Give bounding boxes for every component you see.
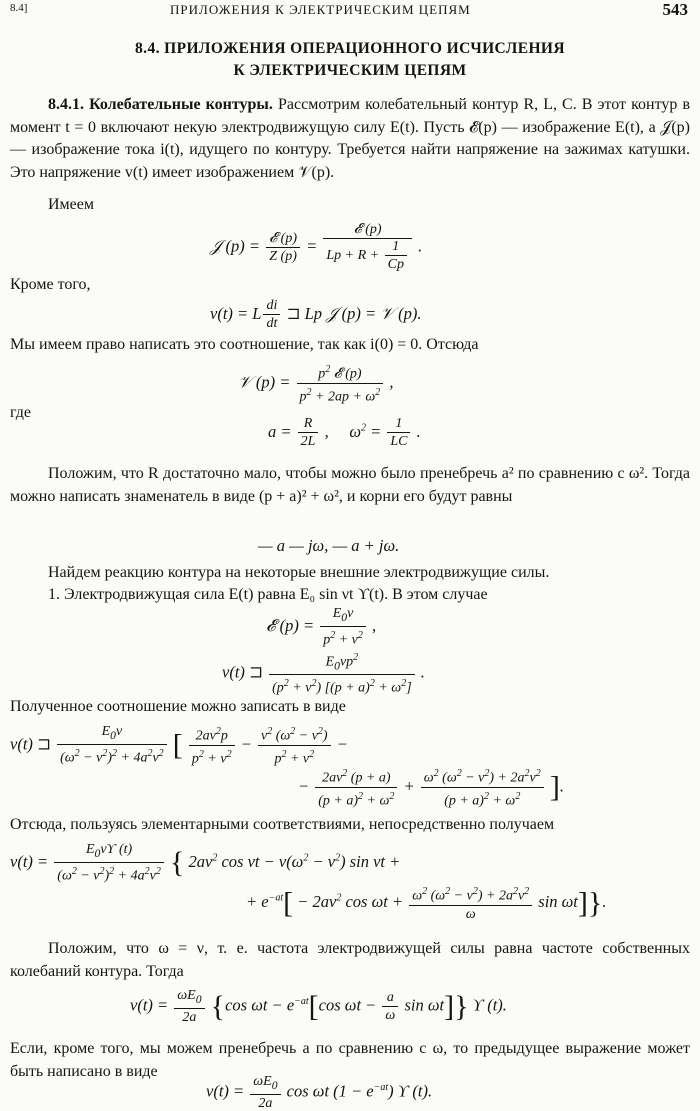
page xyxy=(10,0,690,1111)
equation-final: v(t) = $\frac{\omega E_0}{2a}$ cos ωt $(1 - e^{-at})$ ϒ (t). xyxy=(206,1074,433,1111)
subsection-heading: 8.4.1. Колебательные контуры. xyxy=(48,96,273,113)
equation-resonance: v(t) = $\frac{\omega E_0}{2a}$ {cos $\omega t - e^{-at}[\cos$ ωt − $\frac{a}{\omega}$ sin ωt]} ϒ (t). xyxy=(130,988,507,1025)
paragraph-intro xyxy=(10,94,690,184)
equation-partial-fractions-2: − $\frac{2a\nu^2 (p + a)}{(p + a)^2 + \omega^2}$ + $\frac{\omega^2 (\omega^2 - \nu^2) + 2a^2\nu^2}{(p + a)^2 + \omega^2}$ ]. xyxy=(298,768,564,809)
equation-voltage: v(t) = L $\frac{di}{dt}$ ⊐ Lp 𝒥 (p) = 𝒱 (p). xyxy=(210,298,422,331)
paragraph-resonance: Положим, что ω = ν, т. е. частота электродвижущей силы равна частоте собственных колебаний контура. Тогда xyxy=(10,940,690,980)
paragraph-case1: 1. Электродвижущая сила E(t) равна E₀ sin νt ϒ(t). В этом случае xyxy=(48,586,488,603)
text-krome-togo: Кроме того, xyxy=(10,276,91,293)
equation-v-case1: v(t) ⊐ $\frac{E_0\nu p^2}{(p^2 + \nu^2) [(p + a)^2 + \omega^2]}$ . xyxy=(222,652,425,697)
paragraph-intro-text: Рассмотрим колебательный контур R, L, C. В этот контур в момент t = 0 включают некую электродвижущую силу E(t). Пусть 𝓔(p) — изображение E(t), а 𝒥(p) — изображение тока i(t), идущего по контуру. Требуется найти напряжение на зажимах катушки. Это напряжение v(t) имеет изображением 𝒱(p). xyxy=(10,96,691,181)
equation-current: 𝒥 (p) = $\frac{\text{𝓔 (p)}}{Z (p)}$ = 𝓔 (p) Lp + R + $\frac{1}{Cp}$ . xyxy=(210,222,423,272)
equation-v-time-1: v(t) = $\frac{E_0\nu ϒ (t)}{(\omega^2 - \nu^2)^2 + 4a^2\nu^2}$ { $2a\nu^2$ $\cos \nu t - \nu(\omega^2 - \nu^2)$ sin νt + xyxy=(10,842,401,884)
text-otsyuda: Отсюда, пользуясь элементарными соответствиями, непосредственно получаем xyxy=(10,816,555,833)
section-title-line2: К ЭЛЕКТРИЧЕСКИМ ЦЕПЯМ xyxy=(233,62,467,79)
equation-roots: — a — jω, — a + jω. xyxy=(258,536,400,555)
equation-a-omega: a = $\frac{R}{2L}$ , $\omega^2$ = $\frac{1}{LC}$ . xyxy=(268,416,421,449)
equation-E-image: 𝓔 (p) = $\frac{E_0\nu}{p^2 + \nu^2}$ , xyxy=(266,606,377,648)
equation-partial-fractions-1: v(t) ⊐ $\frac{E_0\nu}{(\omega^2 - \nu^2)^2 + 4a^2\nu^2}$ [ $\frac{2a\nu^2p}{p^2 + \nu^2}$ − $\frac{\nu^2 (\omega^2 - \nu^2)}{p^2 + \nu^2}$ − xyxy=(10,724,348,767)
text-gde: где xyxy=(10,404,32,421)
header-title: ПРИЛОЖЕНИЯ К ЭЛЕКТРИЧЕСКИМ ЦЕПЯМ xyxy=(170,2,471,17)
text-poluchennoe: Полученное соотношение можно записать в виде xyxy=(10,698,346,715)
paragraph-approx: Положим, что R достаточно мало, чтобы можно было пренебречь a² по сравнению с ω². Тогда можно написать знаменатель в виде (p + a)² + ω², и корни его будут равны xyxy=(10,465,690,505)
paragraph-reaction: Найдем реакцию контура на некоторые внешние электродвижущие силы. xyxy=(48,564,550,581)
paragraph-neglect: Если, кроме того, мы можем пренебречь a по сравнению с ω, то предыдущее выражение может быть написано в виде xyxy=(10,1040,690,1080)
header-section-ref: 8.4] xyxy=(10,2,28,14)
text-pravo: Мы имеем право написать это соотношение, так как i(0) = 0. Отсюда xyxy=(10,336,479,353)
page-number: 543 xyxy=(662,0,688,19)
equation-v-image: 𝒱 (p) = $\frac{p^2 𝓔 (p)}{p^2 + 2ap + \omega^2}$ , xyxy=(238,364,394,405)
section-title-line1: 8.4. ПРИЛОЖЕНИЯ ОПЕРАЦИОННОГО ИСЧИСЛЕНИЯ xyxy=(135,40,565,57)
running-header xyxy=(10,0,690,22)
text-imeem: Имеем xyxy=(48,196,95,213)
equation-v-time-2: + $e^{-at}[ - 2a\nu^2$ cos ωt + $\frac{\omega^2 (\omega^2 - \nu^2) + 2a^2\nu^2}{\omega}$ sin ωt]}. xyxy=(246,886,607,922)
